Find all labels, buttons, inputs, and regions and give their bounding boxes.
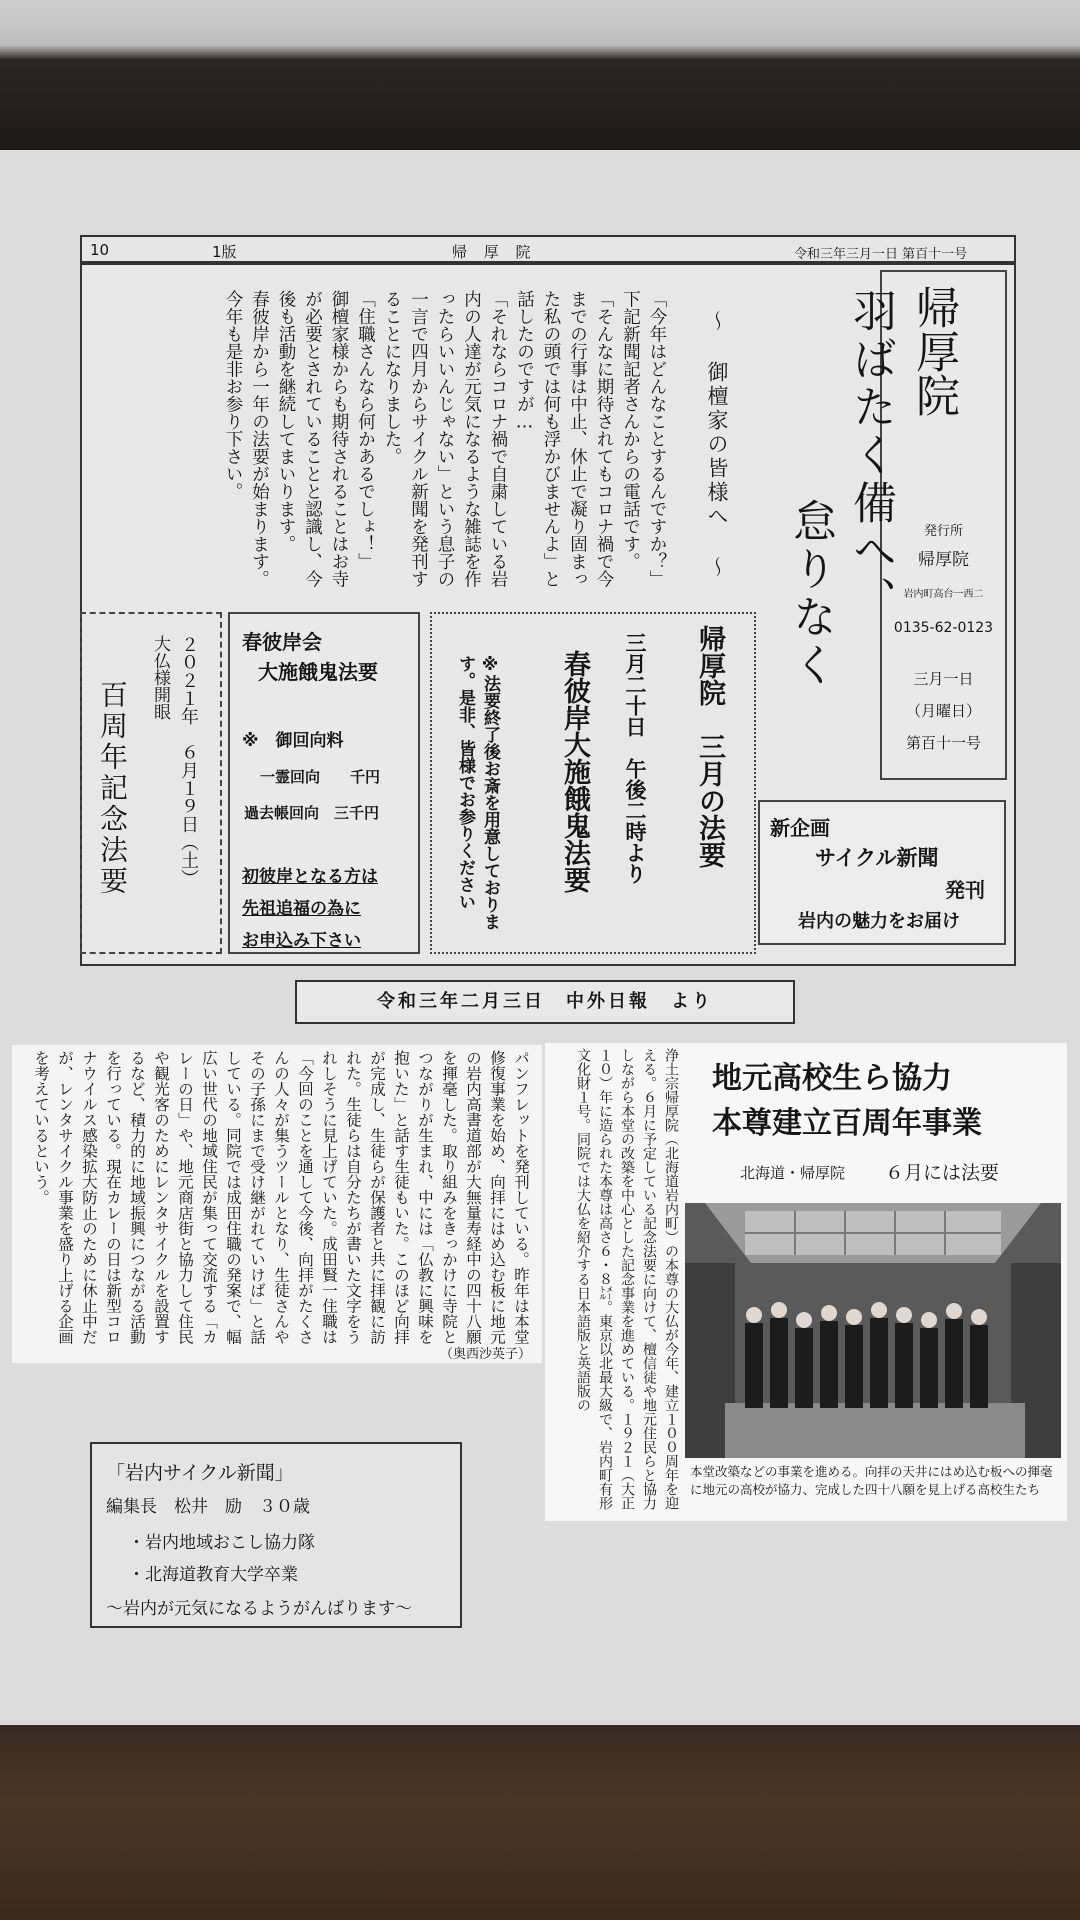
editor-item2: ・北海道教育大学卒業 [128,1565,298,1585]
editor-motto: 〜岩内が元気になるようがんばります〜 [106,1599,412,1619]
students-photo [685,1203,1061,1458]
notice-title: 帰厚院 三月の法要 [694,625,725,868]
notice-note: ※法要終了後お斎を用意しております。是非、皆様でお参りください [455,655,500,930]
masthead-issue: 第百十一号 [905,734,981,752]
fee-title: ※ 御回向料 [242,731,344,751]
new-plan-box [758,800,1006,945]
publisher-phone: 0135-62-0123 [893,620,994,636]
new-plan-line3: 発刊 [945,878,985,902]
body-paragraph: 「今年はどんなことするんですか？」 [647,290,667,588]
body-paragraph: 御檀家様からも期待されることはお寺が必要とされていることと認識し、今後も活動を継続してまいります。 [276,290,349,588]
centennial-sub: 大仏様開眼 [150,635,170,720]
masthead-weekday: （月曜日） [905,702,981,720]
higan-line3: お申込み下さい [242,931,361,951]
headline-line1: 羽ばたく備へ、 [845,288,896,624]
masthead-title: 帰厚院 [908,285,959,417]
higan-title1: 春彼岸会 [242,630,322,654]
editor-chief: 編集長 松井 励 ３０歳 [106,1497,310,1517]
clipping-place: 北海道・帰厚院 [740,1164,846,1182]
new-plan-line2: サイクル新聞 [815,846,939,870]
window-background-top [0,0,1080,150]
editor-title: 「岩内サイクル新聞」 [106,1462,294,1484]
clipping-left-text: パンフレットを発刊している。昨年は本堂修復事業を始め、向拝にはめ込む板に地元の岩内高書道部が大無量寿経中の四十八願を揮毫した。取り組みをきっかけに寺院とつながりが生まれ、中には「仏教に興味を抱いた」と話す生徒もいた。このほど向拝が完成し、生徒らが保護者と共に拝観に訪れた。生徒らは自分たちが書いた文字をうれしそうに見上げていた。成田賢一住職は「今回のことを通して今後、向拝がたくさんの人々が集うツールとなり、生徒さんやその子孫にまで受け継がれていけば」と話している。同院では成田住職の発案で、幅広い世代の地域住民が集って交流する「カレーの日」や、地元商店街と協力して住民や観光客のためにレンタサイクルを設置するなど、積力的に地域振興につながる活動を行っている。現在カレーの日は新型コロナウイルス感染拡大防止のために休止中だが、レンタサイクル事業を盛り上げる企画を考えているという。 [32,1050,530,1345]
publisher-label: 発行所 [923,524,963,539]
notice-date: 三月二十日 午後二時より [623,632,647,884]
fee-single: 一霊回向 千円 [260,768,381,786]
headline-line2: 怠りなく [785,498,836,690]
body-paragraph: 春彼岸から一年の法要が始まります。今年も是非お参り下さい。 [223,290,270,588]
higan-line1: 初彼岸となる方は [242,867,378,887]
body-article [95,290,670,590]
clipping-author: （奥西沙英子） [440,1347,532,1362]
header-masthead: 帰 厚 院 [452,243,537,261]
body-paragraph: 「それならコロナ禍で自粛している岩内の人達が元気になるような雑誌を作ったらいいんじゃない」という息子の一言で四月からサイクル新聞を発刊することになりました。 [382,290,508,588]
headline [780,288,900,690]
photo-illustration [685,1203,1061,1458]
body-paragraph: 下記新聞記者さんからの電話です。 [620,290,641,570]
fee-register: 過去帳回向 三千円 [244,804,380,822]
clipping-headline1: 地元高校生ら協力 [712,1061,952,1096]
notice-event: 春彼岸大施餓鬼法要 [559,650,590,893]
page-number: 10 [90,241,110,259]
edition: 1版 [212,243,237,261]
new-plan-line1: 新企画 [770,816,830,840]
editor-box [90,1442,462,1628]
higan-title2: 大施餓鬼法要 [258,660,378,684]
clipping-sub: ６月には法要 [885,1162,1000,1184]
photo-caption: 本堂改築などの事業を進める。向拝の天井にはめ込む板への揮毫に地元の高校が協力、完成した四十八願を見上げる高校生たち [690,1464,1053,1497]
new-plan-line4: 岩内の魅力をお届け [798,911,960,932]
sub-headline: 〜 御檀家の皆様へ 〜 [705,310,729,580]
clipping-right-text: 浄土宗帰厚院（北海道岩内町）の本尊の大仏が今年、建立１００周年を迎える。６月に予定している記念法要に向けて、檀信徒や地元住民らと協力しながら本堂の改築を中心とした記念事業を進めている。１９２１（大正１０）年に造られた本尊は高さ６・８㍍。東京以北最大級で、岩内町有形文化財１号。同院では大仏を紹介する日本語版と英語版の [575,1048,679,1510]
higan-fee-box [228,612,420,954]
higan-line2: 先祖追福の為に [242,899,361,919]
source-bar: 令和三年二月三日 中外日報 より [295,980,795,1024]
centennial-title: 百周年記念法要 [96,680,129,897]
issue-date: 令和三年三月一日 第百十一号 [794,247,968,262]
body-paragraph: 「住職さんなら何かあるでしょ！」 [355,290,376,570]
wooden-floor [0,1725,1080,1920]
editor-item1: ・岩内地域おこし協力隊 [128,1533,315,1553]
newspaper-header [80,235,1016,263]
masthead-date: 三月一日 [913,670,974,688]
publisher-name: 帰厚院 [918,550,969,570]
centennial-date: ２０２１年 ６月１９日（土） [178,635,199,887]
clipping-headline2: 本尊建立百周年事業 [712,1106,982,1141]
body-paragraph: 「そんなに期待されてもコロナ禍で今までの行事は中止、休止で凝り固まった私の頭では何も浮かびませんよ」と話したのですが… [514,290,614,588]
publisher-address: 岩内町高台一西二 [903,589,984,600]
